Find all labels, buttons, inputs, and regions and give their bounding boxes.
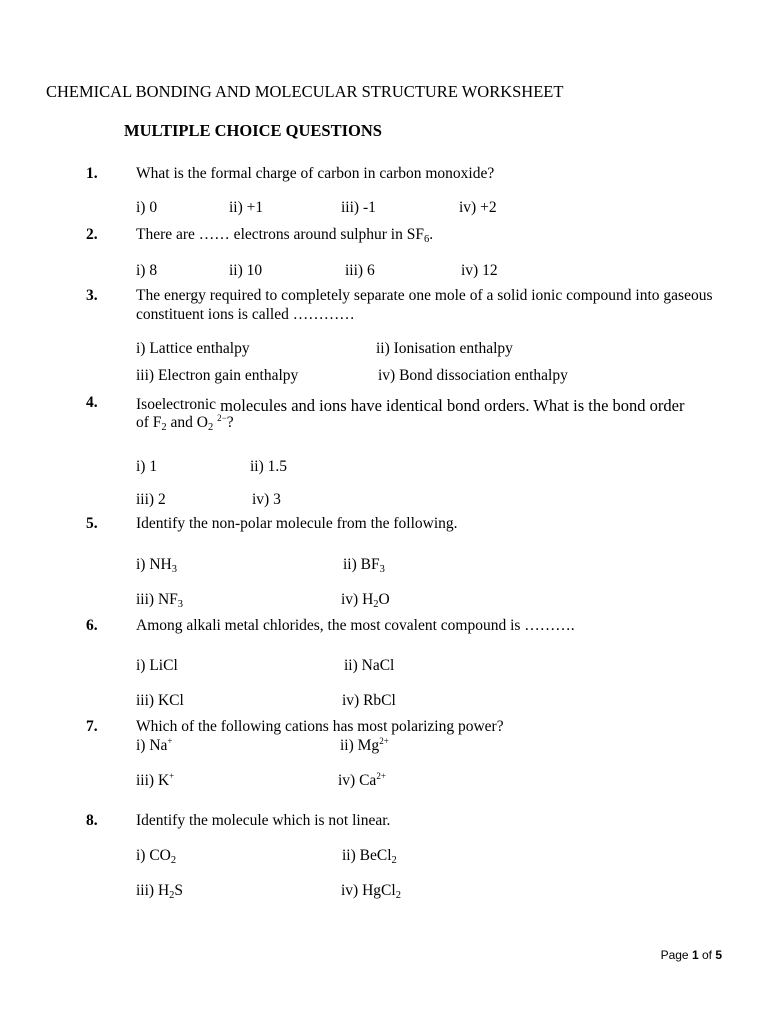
- page-number: Page 1 of 5: [660, 948, 722, 962]
- question-text: Identify the molecule which is not linear.: [136, 812, 391, 829]
- option: i) 0: [136, 199, 158, 216]
- section-heading: MULTIPLE CHOICE QUESTIONS: [124, 121, 382, 140]
- question-number: 8.: [86, 812, 98, 829]
- question-number: 4.: [86, 394, 98, 411]
- question-number: 7.: [86, 718, 98, 735]
- option: iv) $H_2O$: [341, 591, 390, 610]
- question-text: The energy required to completely separate one mole of a solid ionic compound into gaseous constituent ions is called …………: [136, 287, 713, 323]
- option: ii) 1.5: [250, 458, 288, 475]
- option: iii) $NF_3$: [136, 591, 184, 610]
- question-number: 5.: [86, 515, 98, 532]
- option: iii) 2: [136, 491, 166, 508]
- option: iv) RbCl: [342, 692, 396, 709]
- option: iv) HgCl$_2$: [341, 882, 401, 901]
- option: iii) KCl: [136, 692, 184, 709]
- option: ii) $Mg^{2+}$: [340, 736, 389, 754]
- option: iv) $Ca^{2+}$: [338, 771, 386, 789]
- option: i) $NH_3$: [136, 556, 177, 575]
- option: i) LiCl: [136, 657, 178, 674]
- question-text: What is the formal charge of carbon in carbon monoxide?: [136, 165, 495, 182]
- question-text: Among alkali metal chlorides, the most covalent compound is ……….: [136, 617, 575, 634]
- question-text: Identify the non-polar molecule from the following.: [136, 515, 458, 532]
- option: i) $CO_2$: [136, 847, 177, 866]
- question-number: 6.: [86, 617, 98, 634]
- option: iv) +2: [459, 199, 497, 216]
- option: iv) 12: [461, 262, 498, 279]
- option: ii) Ionisation enthalpy: [376, 340, 513, 357]
- option: iii) $H_2S$: [136, 882, 184, 901]
- question-number: 2.: [86, 226, 98, 243]
- option: iii) K+: [136, 771, 175, 789]
- option: ii) BeCl$_2$: [342, 847, 397, 866]
- option: i) 1: [136, 458, 158, 475]
- option: iii) 6: [345, 262, 375, 279]
- question-number: 3.: [86, 287, 98, 304]
- worksheet-title: CHEMICAL BONDING AND MOLECULAR STRUCTURE WORKSHEET: [46, 82, 564, 101]
- question-number: 1.: [86, 165, 98, 182]
- option: ii) +1: [229, 199, 264, 216]
- option: iii) Electron gain enthalpy: [136, 367, 299, 384]
- question-text: Isoelectronic molecules and ions have identical bond orders. What is the bond order: [136, 396, 685, 415]
- question-text: Which of the following cations has most polarizing power?: [136, 718, 504, 735]
- question-text-continued: of $F_2$ and $O_2$ $^{2-}$?: [136, 413, 234, 433]
- option: iv) 3: [252, 491, 281, 508]
- option: i) Lattice enthalpy: [136, 340, 250, 357]
- question-text: There are …… electrons around sulphur in $SF_6$.: [136, 226, 434, 245]
- option: iv) Bond dissociation enthalpy: [378, 367, 568, 384]
- option: ii) $BF_3$: [343, 556, 385, 575]
- option: iii) -1: [341, 199, 376, 216]
- option: i) 8: [136, 262, 158, 279]
- option: ii) NaCl: [344, 657, 395, 674]
- option: ii) 10: [229, 262, 263, 279]
- option: i) Na+: [136, 736, 173, 754]
